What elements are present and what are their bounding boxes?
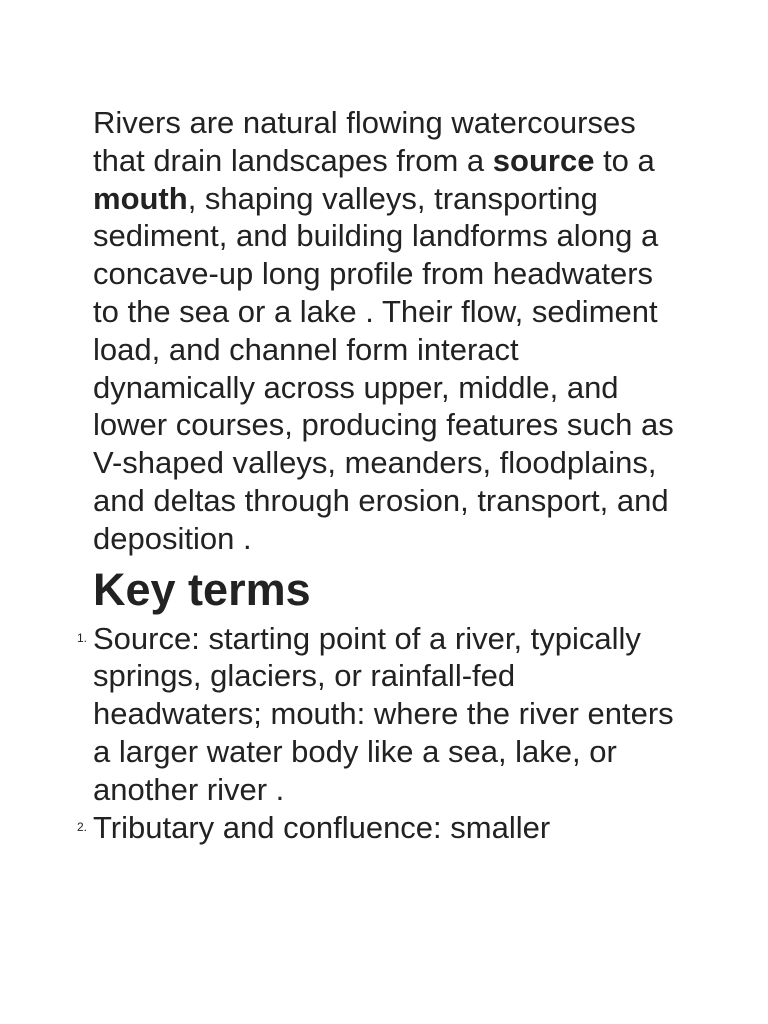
document-page — [76, 104, 683, 846]
list-item — [76, 809, 683, 847]
key-terms-heading: Key terms — [93, 563, 311, 615]
intro-bold-mouth: mouth — [93, 180, 188, 216]
list-item-number: 1. — [76, 630, 87, 645]
intro-paragraph — [93, 104, 683, 558]
list-item — [76, 620, 683, 809]
list-item-text: Tributary and confluence: smaller — [93, 809, 551, 845]
intro-text-part2: to a — [594, 142, 655, 178]
list-item-text: Source: starting point of a river, typically springs, glaciers, or rainfall-fed headwaters; mouth: where the river enters a larger water body like a sea, lake, or another river . — [93, 620, 674, 807]
list-item-number: 2. — [76, 819, 87, 834]
key-terms-list — [76, 620, 683, 847]
intro-bold-source: source — [492, 142, 595, 178]
intro-text-part1: Rivers are natural flowing watercourses that drain landscapes from a — [93, 105, 636, 178]
intro-text-part3: , shaping valleys, transporting sediment, and building landforms along a concave-up long profile from headwaters to the sea or a lake . Their flow, sediment load, and channel form interact dynamically across upper, middle, and lower courses, producing features such as V-shaped valleys, meanders, floodplains, and deltas through erosion, transport, and deposition . — [93, 180, 674, 556]
